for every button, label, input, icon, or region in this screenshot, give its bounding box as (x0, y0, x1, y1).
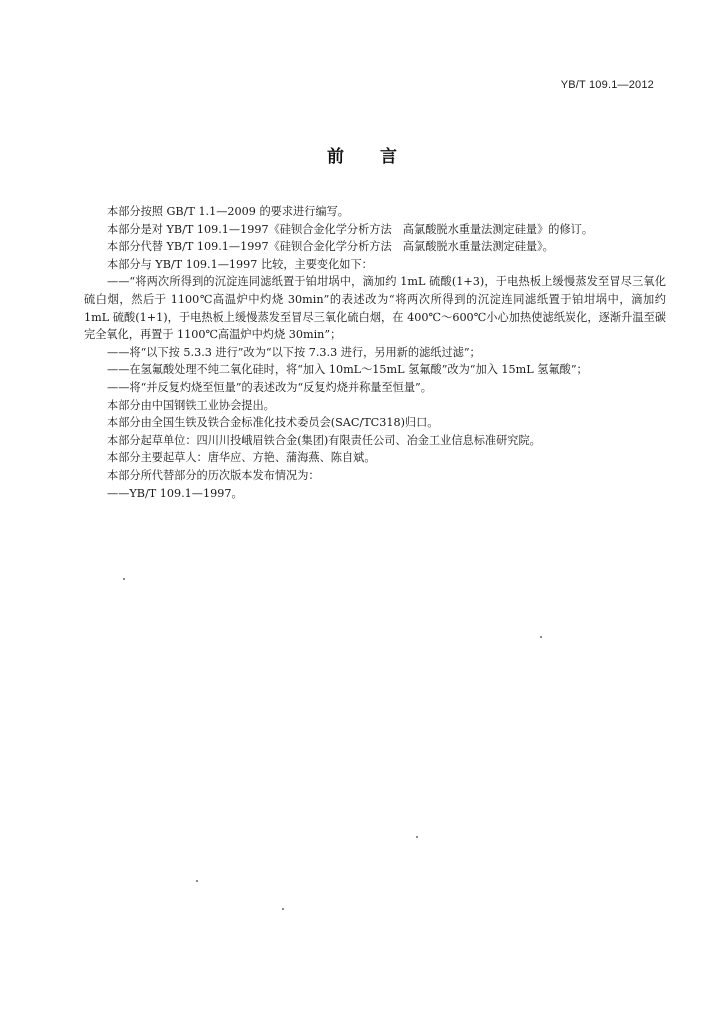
paragraph-replaces: 本部分代替 YB/T 109.1—1997《硅钡合金化学分析方法 高氯酸脱水重量法测定硅量》。 (107, 240, 554, 254)
paragraph-drafting-units: 本部分起草单位：四川川投峨眉铁合金(集团)有限责任公司、冶金工业信息标准研究院。 (107, 433, 541, 447)
paragraph-drafting-rules: 本部分按照 GB/T 1.1—2009 的要求进行编写。 (107, 205, 349, 218)
standard-number-header: YB/T 109.1—2012 (560, 79, 654, 91)
scan-speck (196, 880, 198, 882)
scan-speck (416, 836, 418, 838)
change-item-2: ——将“以下按 5.3.3 进行”改为“以下按 7.3.3 进行，另用新的滤纸过滤”； (107, 345, 481, 359)
foreword-body (84, 203, 666, 502)
version-history-item: ——YB/T 109.1—1997。 (107, 486, 243, 500)
change-item-1: ——“将两次所得到的沉淀连同滤纸置于铂坩埚中，滴加约 1mL 硫酸(1+3)，于电热板上缓慢蒸发至冒尽三氧化硫白烟，然后于 1100℃高温炉中灼烧 30min”的表述改为“将两次所得到的沉淀连同滤纸置于铂坩埚中，滴加约 1mL 硫酸(1+1)，于电热板上缓慢蒸发至冒尽三氧化硫白烟，在 400℃～600℃小心加热使滤纸炭化，逐渐升温至碳完全氧化，再置于 1100℃高温炉中灼烧 30min”； (84, 275, 666, 342)
scan-speck (282, 908, 284, 910)
paragraph-main-drafters: 本部分主要起草人：唐华应、方艳、蒲海燕、陈自斌。 (107, 451, 376, 465)
paragraph-revision-of: 本部分是对 YB/T 109.1—1997《硅钡合金化学分析方法 高氯酸脱水重量法测定硅量》的修订。 (107, 222, 594, 236)
paragraph-version-history: 本部分所代替部分的历次版本发布情况为： (107, 468, 320, 482)
paragraph-proposed-by: 本部分由中国钢铁工业协会提出。 (107, 398, 275, 412)
paragraph-under-jurisdiction: 本部分由全国生铁及铁合金标准化技术委员会(SAC/TC318)归口。 (107, 416, 439, 430)
change-item-4: ——将“并反复灼烧至恒量”的表述改为“反复灼烧并称量至恒量”。 (107, 380, 432, 394)
change-item-3: ——在氢氟酸处理不纯二氧化硅时，将“加入 10mL～15mL 氢氟酸”改为“加入 15mL 氢氟酸”； (107, 363, 588, 377)
page-title: 前言 (327, 147, 433, 167)
scan-speck (540, 636, 542, 638)
paragraph-main-changes: 本部分与 YB/T 109.1—1997 比较，主要变化如下： (107, 257, 373, 271)
scan-speck (123, 578, 125, 580)
